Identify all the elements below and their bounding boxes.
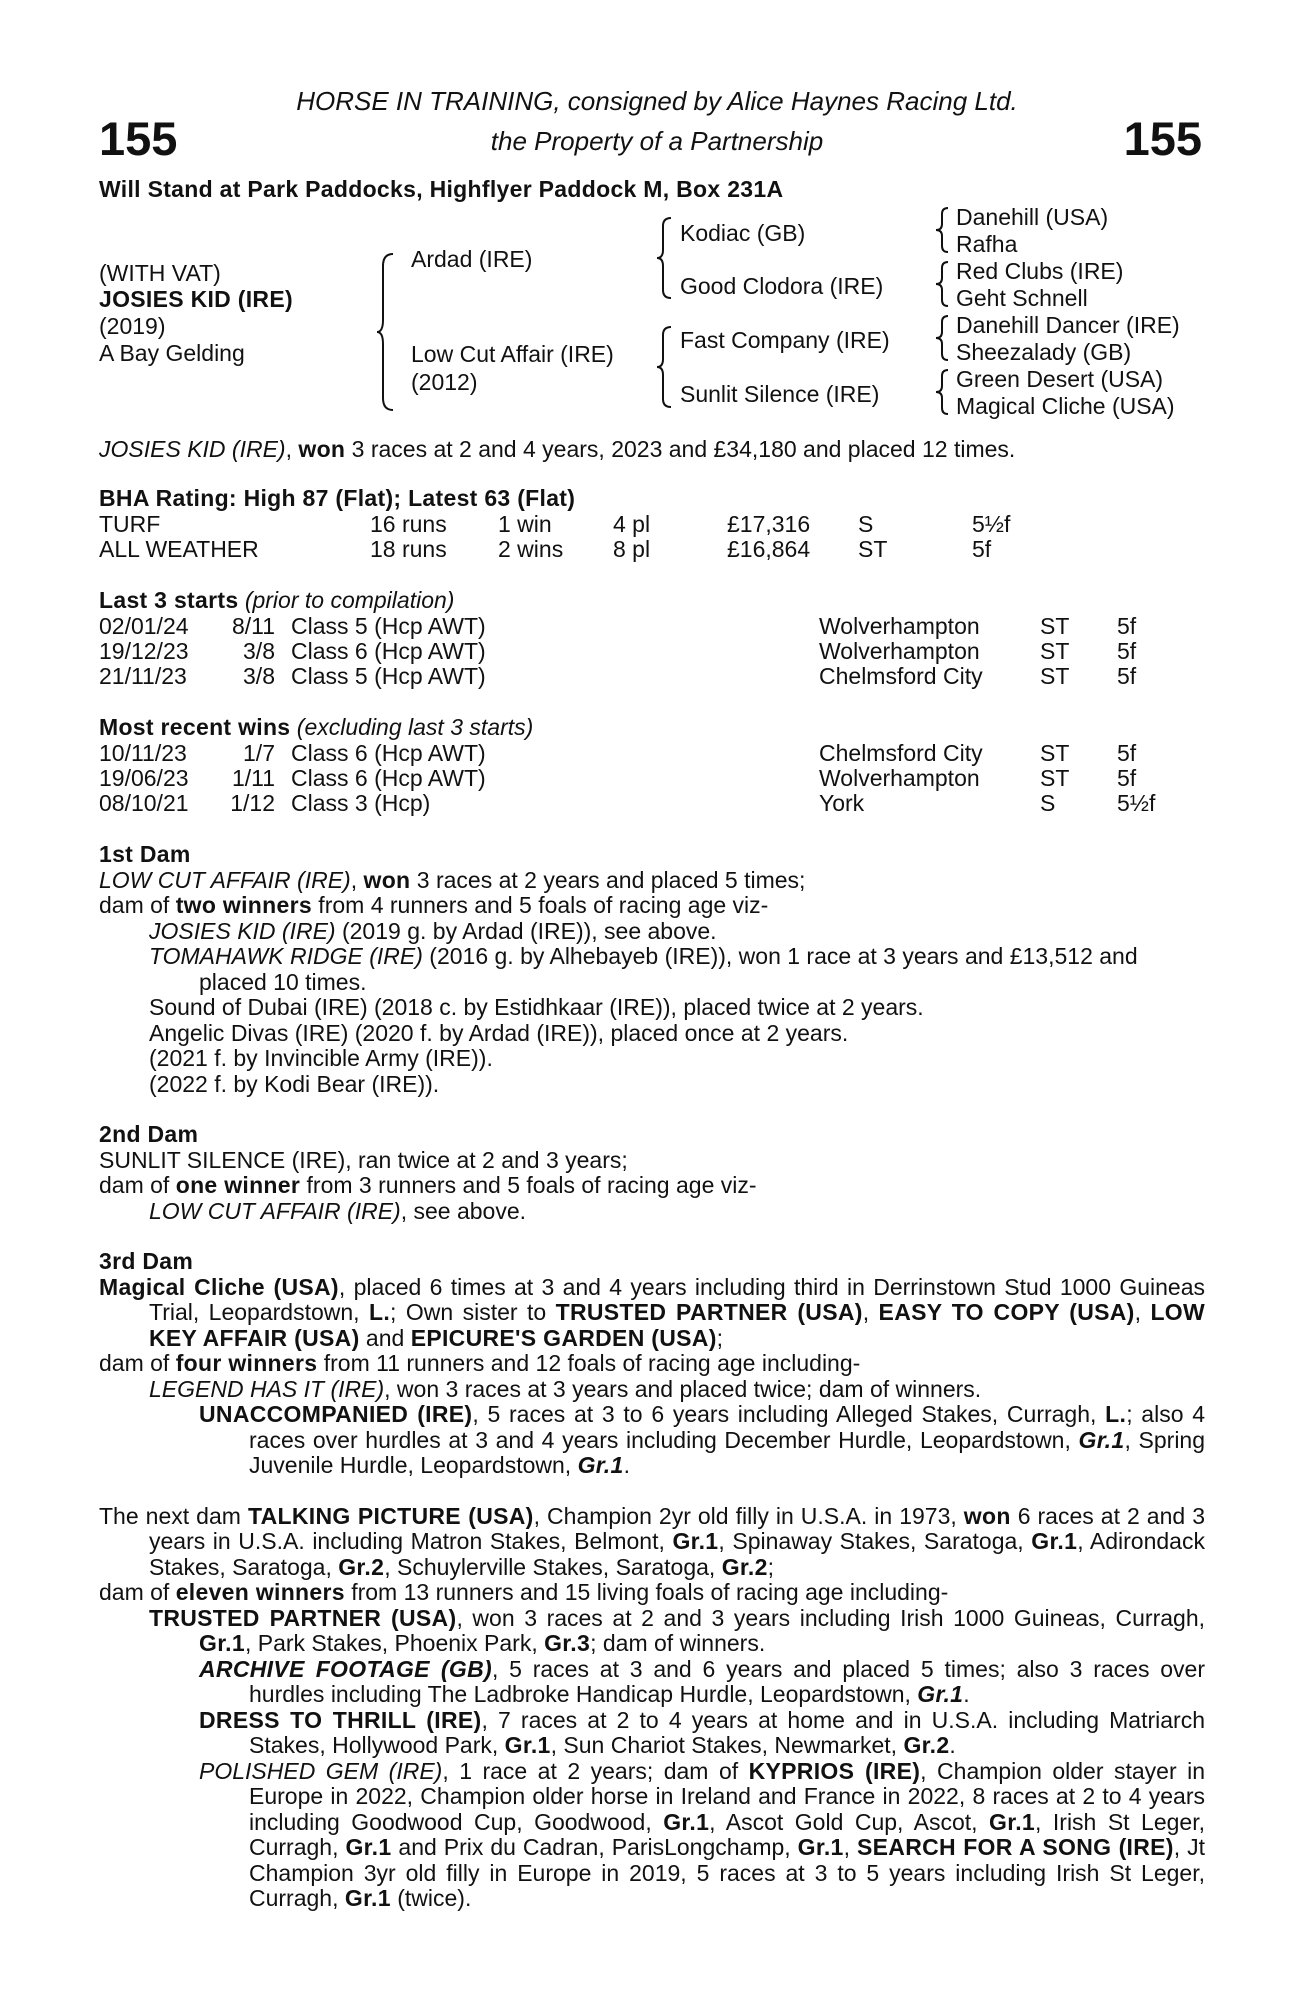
dam1-title: 1st Dam xyxy=(99,841,191,867)
lot-number-right: 155 xyxy=(1123,112,1202,165)
pedigree-brace-g4 xyxy=(934,368,952,416)
dam1-line: LOW CUT AFFAIR (IRE), won 3 races at 2 years and placed 5 times; xyxy=(99,866,806,893)
offspring-item: Angelic Divas (IRE) (2020 f. by Ardad (IRE)), placed once at 2 years. xyxy=(149,1019,849,1046)
dam2-title: 2nd Dam xyxy=(99,1121,199,1147)
pedigree-dam-dam: Sunlit Silence (IRE) xyxy=(680,381,880,407)
dam2-line: SUNLIT SILENCE (IRE), ran twice at 2 and 3 years; xyxy=(99,1146,628,1173)
pedigree-dam-year: (2012) xyxy=(411,369,478,395)
grand-offspring-item: ARCHIVE FOOTAGE (GB), 5 races at 3 and 6 years and placed 5 times; also 3 races over hurdles including The Ladbroke Handicap Hurdle, Leopardstown, Gr.1. xyxy=(199,1655,1205,1707)
recent-wins-title: Most recent wins (excluding last 3 starts) xyxy=(99,714,534,740)
pedigree-brace-g2 xyxy=(934,260,952,308)
stand-location: Will Stand at Park Paddocks, Highflyer Paddock M, Box 231A xyxy=(99,176,784,202)
lot-number-left: 155 xyxy=(99,112,178,165)
horse-description: A Bay Gelding xyxy=(99,340,245,366)
dam2-produce-line: dam of one winner from 3 runners and 5 foals of racing age viz- xyxy=(99,1172,757,1198)
race-summary: JOSIES KID (IRE), won 3 races at 2 and 4 years, 2023 and £34,180 and placed 12 times. xyxy=(99,436,1016,462)
grand-offspring-item: DRESS TO THRILL (IRE), 7 races at 2 to 4 years at home and in U.S.A. including Matriarch Stakes, Hollywood Park, Gr.1, Sun Chariot Stakes, Newmarket, Gr.2. xyxy=(199,1706,1205,1758)
offspring-item: LEGEND HAS IT (IRE), won 3 races at 3 years and placed twice; dam of winners. xyxy=(149,1375,982,1402)
horse-name: JOSIES KID (IRE) xyxy=(99,286,293,312)
offspring-item: LOW CUT AFFAIR (IRE), see above. xyxy=(149,1197,527,1224)
next-dam-line: The next dam TALKING PICTURE (USA), Champion 2yr old filly in U.S.A. in 1973, won 6 races at 2 and 3 years in U.S.A. including Matron Stakes, Belmont, Gr.1, Spinaway Stakes, Saratoga, Gr.1, Adirondack Stakes, Saratoga, Gr.2, Schuylerville Stakes, Saratoga, Gr.2; xyxy=(99,1502,1206,1580)
dam-sections xyxy=(99,842,1205,1912)
pedigree-g6: Sheezalady (GB) xyxy=(956,339,1132,365)
offspring-item: (2021 f. by Invincible Army (IRE)). xyxy=(149,1045,493,1071)
pedigree-g2: Rafha xyxy=(956,231,1018,257)
pedigree-brace-sire xyxy=(655,216,675,300)
pedigree-brace-main xyxy=(375,252,397,412)
offspring-item: Sound of Dubai (IRE) (2018 c. by Estidhkaar (IRE)), placed twice at 2 years. xyxy=(149,994,924,1020)
catalogue-page: 155 155 HORSE IN TRAINING, consigned by Alice Haynes Racing Ltd. the Property of a Partnership Will Stand at Park Paddocks, Highflyer Paddock M, Box 231A (WITH VAT) JOSIES KID (IRE) (2019) A Bay Gelding Ardad (IRE) Low Cut Affair (IRE) (2012) Kodiac (GB) Good Clodora (IRE) Fast Company (IRE) Sunlit Silence (IRE) Danehill (USA) Rafha Red Clubs (IRE) Geht Schnell Danehill Dancer (IRE) Sheezalady (GB) Green Desert (USA) Magical Cliche (USA) JOSIES KID (IRE), won 3 races at 2 and 4 years, 2023 and £34,180 and placed 12 times. BHA Rating: High 87 (Flat); Latest 63 (Flat) TURF 16 runs 1 win 4 pl £17,316 S 5½f ALL WEATHER 18 runs 2 wins 8 pl £16,864 ST 5f Last 3 starts (prior to compilation) 02/01/24 8/11 Class 5 (Hcp AWT) Wolverhampton ST 5f 19/12/23 3/8 Class 6 (Hcp AWT) Wolverhampton ST 5f 21/11/23 3/8 Class 5 (Hcp AWT) Chelmsford City ST 5f Most recent wins (excluding last 3 starts) 10/11/23 1/7 Class 6 (Hcp AWT) Chelmsford City ST 5f 19/06/23 1/11 Class 6 (Hcp AWT) Wolverhampton ST 5f 08/10/21 1/12 Class 3 (Hcp) York S 5½f 1st Dam LOW CUT AFFAIR (IRE), won 3 races at 2 years and placed 5 times; dam of two winners from 4 runners and 5 foals of racing age viz- JOSIES KID (IRE) (2019 g. by Ardad (IRE)), see above. TOMAHAWK RIDGE (IRE) (2016 g. by Alhebayeb (IRE)), won 1 race at 3 years and £13,512 and placed 10 times. Sound of Dubai (IRE) (2018 c. by Estidhkaar (IRE)), placed twice at 2 years. Angelic Divas (IRE) (2020 f. by Ardad (IRE)), placed once at 2 years. (2021 f. by Invincible Army (IRE)). (2022 f. by Kodi Bear (IRE)). 2nd Dam SUNLIT SILENCE (IRE), ran twice at 2 and 3 years; dam of one winner from 3 runners and 5 foals of racing age viz- LOW CUT AFFAIR (IRE), see above. 3rd Dam Magical Cliche (USA), placed 6 times at 3 and 4 years including third in Derrinstown Stud 1000 Guineas Trial, Leopardstown, L.; Own sister to TRUSTED PARTNER (USA), EASY TO COPY (USA), LOW KEY AFFAIR (USA) and EPICURE'S GARDEN (USA); dam of four winners from 11 runners and 12 foals of racing age including- LEGEND HAS IT (IRE), won 3 races at 3 years and placed twice; dam of winners. UNACCOMPANIED (IRE), 5 races at 3 to 6 years including Alleged Stakes, Curragh, L.; also 4 races over hurdles at 3 and 4 years including December Hurdle, Leopardstown, Gr.1, Spring Juvenile Hurdle, Leopardstown, Gr.1. The next dam TALKING PICTURE (USA), Champion 2yr old filly in U.S.A. in 1973, won 6 races at 2 and 3 years in U.S.A. including Matron Stakes, Belmont, Gr.1, Spinaway Stakes, Saratoga, Gr.1, Adirondack Stakes, Saratoga, Gr.2, Schuylerville Stakes, Saratoga, Gr.2; dam of eleven winners from 13 runners and 15 living foals of racing age including- TRUSTED PARTNER (USA), won 3 races at 2 and 3 years including Irish 1000 Guineas, Curragh, Gr.1, Park Stakes, Phoenix Park, Gr.3; dam of winners. ARCHIVE FOOTAGE (GB), 5 races at 3 and 6 years and placed 5 times; also 3 races over hurdles including The Ladbroke Handicap Hurdle, Leopardstown, Gr.1. DRESS TO THRILL (IRE), 7 races at 2 to 4 years at home and in U.S.A. including Matriarch Stakes, Hollywood Park, Gr.1, Sun Chariot Stakes, Newmarket, Gr.2. POLISHED GEM (IRE), 1 race at 2 years; dam of KYPRIOS (IRE), Champion older stayer in Europe in 2022, Champion older horse in Ireland and France in 2022, 8 races at 2 to 4 years including Goodwood Cup, Goodwood, Gr.1, Ascot Gold Cup, Ascot, Gr.1, Irish St Leger, Curragh, Gr.1 and Prix du Cadran, ParisLongchamp, Gr.1, SEARCH FOR A SONG (IRE), Jt Champion 3yr old filly in Europe in 2019, 5 races at 3 to 5 years including Irish St Leger, Curragh, Gr.1 (twice). xyxy=(0,0,1314,2000)
offspring-item: TOMAHAWK RIDGE (IRE) (2016 g. by Alhebayeb (IRE)), won 1 race at 3 years and £13,512 and placed 10 times. xyxy=(149,943,1138,995)
pedigree-g7: Green Desert (USA) xyxy=(956,366,1164,392)
offspring-item: (2022 f. by Kodi Bear (IRE)). xyxy=(149,1070,440,1097)
last3-title: Last 3 starts (prior to compilation) xyxy=(99,587,455,613)
pedigree-g8: Magical Cliche (USA) xyxy=(956,393,1175,419)
pedigree-g5: Danehill Dancer (IRE) xyxy=(956,312,1180,338)
pedigree-sire: Ardad (IRE) xyxy=(411,246,533,272)
lot-title: HORSE IN TRAINING, consigned by Alice Haynes Racing Ltd. xyxy=(296,86,1018,116)
dam1-produce-line: dam of two winners from 4 runners and 5 foals of racing age viz- xyxy=(99,892,769,918)
vat-note: (WITH VAT) xyxy=(99,260,221,286)
dam3-line: Magical Cliche (USA), placed 6 times at 3 and 4 years including third in Derrinstown Stud 1000 Guineas Trial, Leopardstown, L.; Own sister to TRUSTED PARTNER (USA), EASY TO COPY (USA), LOW KEY AFFAIR (USA) and EPICURE'S GARDEN (USA); xyxy=(99,1273,1206,1351)
pedigree-dam: Low Cut Affair (IRE) xyxy=(411,341,614,367)
pedigree-brace-dam xyxy=(655,325,675,409)
next-dam-produce-line: dam of eleven winners from 13 runners and 15 living foals of racing age including- xyxy=(99,1579,949,1605)
grand-offspring-item: POLISHED GEM (IRE), 1 race at 2 years; dam of KYPRIOS (IRE), Champion older stayer in Europe in 2022, Champion older horse in Ireland and France in 2022, 8 races at 2 to 4 years including Goodwood Cup, Goodwood, Gr.1, Ascot Gold Cup, Ascot, Gr.1, Irish St Leger, Curragh, Gr.1 and Prix du Cadran, ParisLongchamp, Gr.1, SEARCH FOR A SONG (IRE), Jt Champion 3yr old filly in Europe in 2019, 5 races at 3 to 5 years including Irish St Leger, Curragh, Gr.1 (twice). xyxy=(199,1757,1206,1911)
pedigree-sire-sire: Kodiac (GB) xyxy=(680,220,806,246)
grand-offspring-item: UNACCOMPANIED (IRE), 5 races at 3 to 6 years including Alleged Stakes, Curragh, L.; also 4 races over hurdles at 3 and 4 years including December Hurdle, Leopardstown, Gr.1, Spring Juvenile Hurdle, Leopardstown, Gr.1. xyxy=(199,1401,1206,1478)
summary-horse-name: JOSIES KID (IRE) xyxy=(99,436,286,462)
lot-subtitle: the Property of a Partnership xyxy=(490,126,824,156)
pedigree-g1: Danehill (USA) xyxy=(956,204,1109,230)
offspring-item: TRUSTED PARTNER (USA), won 3 races at 2 and 3 years including Irish 1000 Guineas, Curragh, Gr.1, Park Stakes, Phoenix Park, Gr.3; dam of winners. xyxy=(149,1604,1205,1656)
pedigree-dam-sire: Fast Company (IRE) xyxy=(680,327,890,353)
horse-year: (2019) xyxy=(99,313,166,339)
pedigree-g4: Geht Schnell xyxy=(956,285,1088,311)
bha-rating-title: BHA Rating: High 87 (Flat); Latest 63 (Flat) xyxy=(99,485,576,511)
dam3-title: 3rd Dam xyxy=(99,1248,194,1274)
pedigree-brace-g3 xyxy=(934,314,952,362)
offspring-item: JOSIES KID (IRE) (2019 g. by Ardad (IRE)), see above. xyxy=(149,917,717,944)
pedigree-brace-g1 xyxy=(934,206,952,254)
pedigree-sire-dam: Good Clodora (IRE) xyxy=(680,273,884,299)
summary-won: won xyxy=(298,436,346,462)
dam3-produce-line: dam of four winners from 11 runners and 12 foals of racing age including- xyxy=(99,1350,861,1376)
pedigree-g3: Red Clubs (IRE) xyxy=(956,258,1124,284)
